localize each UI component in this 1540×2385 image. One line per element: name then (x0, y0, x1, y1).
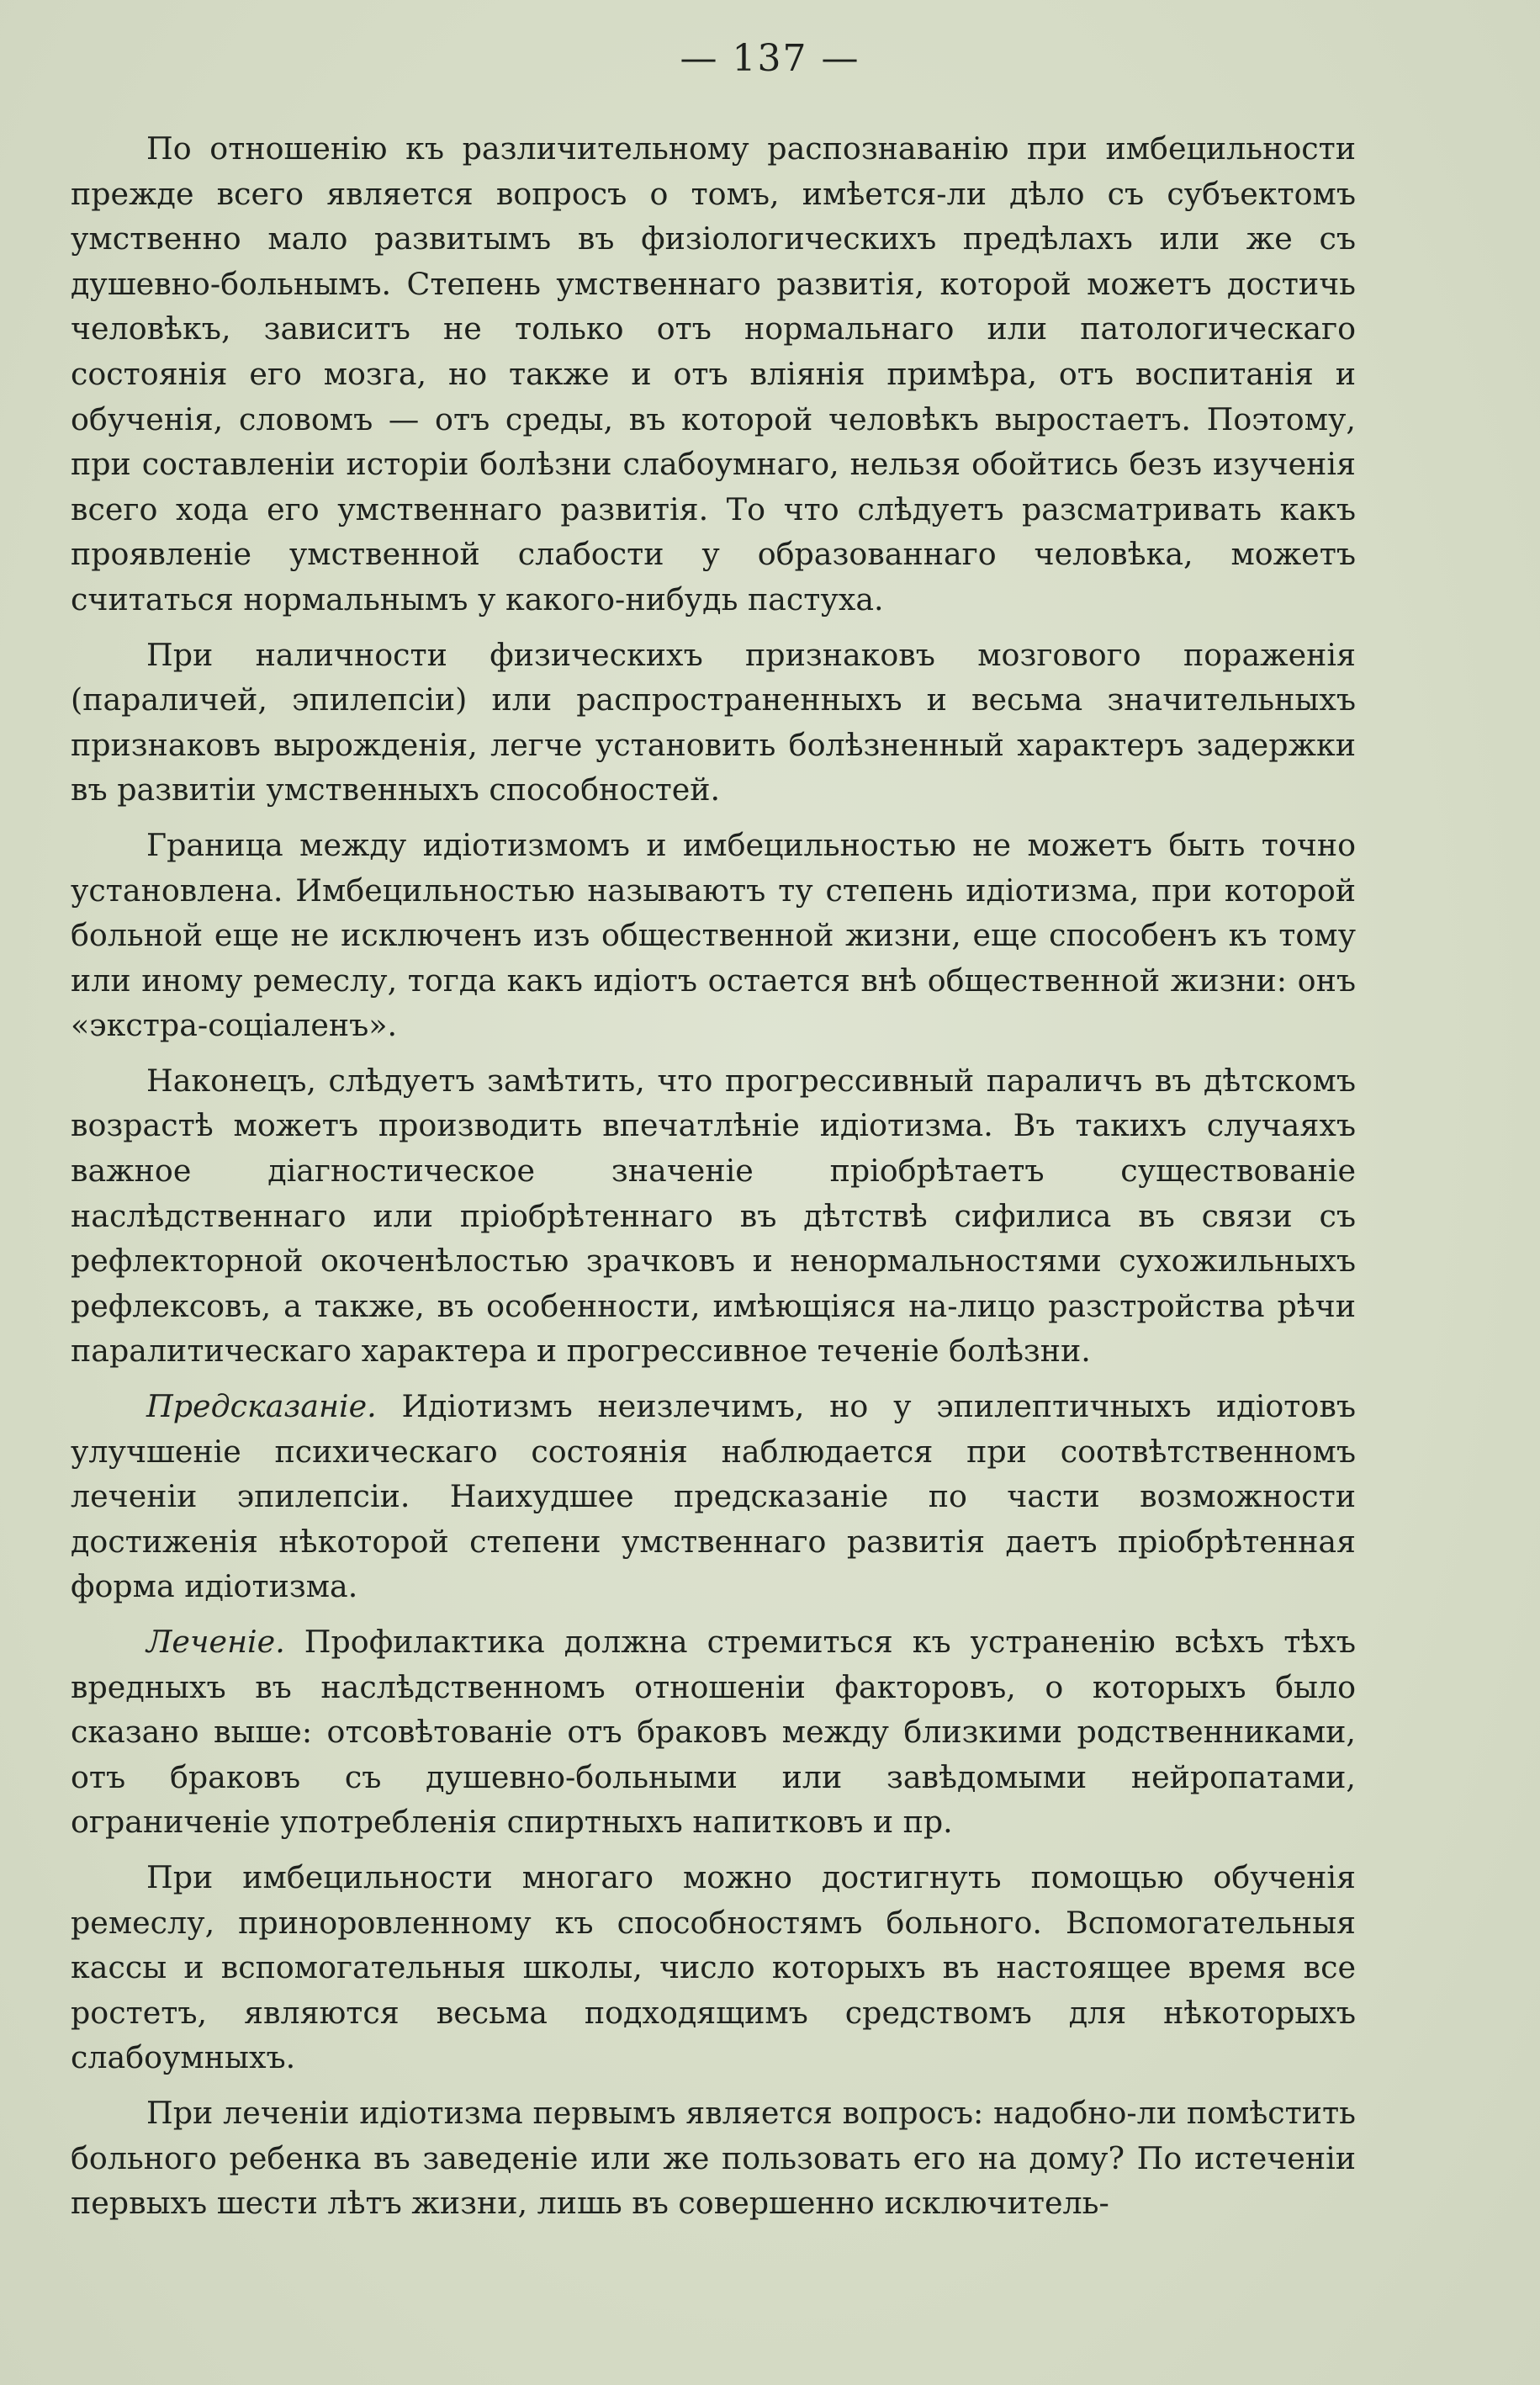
body-text (71, 126, 1356, 2236)
paragraph-idiocy-treatment (71, 2091, 1356, 2226)
paragraph-text: Идіотизмъ неизлечимъ, но у эпилептичныхъ идіотовъ улучшеніе психическаго состоянія наблюдается при соотвѣтственномъ леченіи эпилепсіи. Наихудшее предсказаніе по части возможности достиженія нѣкоторой степени умственнаго развитія даетъ пріобрѣтенная форма идіотизма. (71, 1388, 1356, 1605)
paragraph-progressive-paralysis (71, 1058, 1356, 1374)
paragraph-physical-signs (71, 633, 1356, 813)
paragraph-boundary (71, 823, 1356, 1048)
paragraph-differential-diagnosis (71, 126, 1356, 623)
section-heading-prognosis: Предсказаніе. (146, 1388, 377, 1425)
paragraph-text: Профилактика должна стремиться къ устраненію всѣхъ тѣхъ вредныхъ въ наслѣдственномъ отношеніи факторовъ, о которыхъ было сказано выше: отсовѣтованіе отъ браковъ между близкими родственниками, отъ браковъ съ душевно-больными или завѣдомыми нейропатами, ограниченіе употребленія спиртныхъ напитковъ и пр. (71, 1624, 1356, 1841)
paragraph-text: При леченіи идіотизма первымъ является вопросъ: надобно-ли помѣстить больного ребенка въ заведеніе или же пользовать его на дому? По истеченіи первыхъ шести лѣтъ жизни, лишь въ совершенно исключитель- (71, 2094, 1356, 2222)
paragraph-text: Наконецъ, слѣдуетъ замѣтить, что прогрессивный параличъ въ дѣтскомъ возрастѣ можетъ производить впечатлѣніе идіотизма. Въ такихъ случаяхъ важное діагностическое значеніе пріобрѣтаетъ существованіе наслѣдственнаго или пріобрѣтеннаго въ дѣтствѣ сифилиса въ связи съ рефлекторной окоченѣлостью зрачковъ и ненормальностями сухожильныхъ рефлексовъ, а также, въ особенности, имѣющіяся на-лицо разстройства рѣчи паралитическаго характера и прогрессивное теченіе болѣзни. (71, 1062, 1356, 1370)
paragraph-text: При наличности физическихъ признаковъ мозгового пораженія (параличей, эпилепсіи) или распространенныхъ и весьма значительныхъ признаковъ вырожденія, легче установить болѣзненный характеръ задержки въ развитіи умственныхъ способностей. (71, 636, 1356, 808)
paragraph-imbecility-education (71, 1855, 1356, 2080)
paragraph-text: Граница между идіотизмомъ и имбецильностью не можетъ быть точно установлена. Имбецильностью называютъ ту степень идіотизма, при которой больной еще не исключенъ изъ общественной жизни, еще способенъ къ тому или иному ремеслу, тогда какъ идіотъ остается внѣ общественной жизни: онъ «экстра-соціаленъ». (71, 826, 1356, 1044)
paragraph-text: По отношенію къ различительному распознаванію при имбецильности прежде всего является вопросъ о томъ, имѣется-ли дѣло съ субъектомъ умственно мало развитымъ въ физіологическихъ предѣлахъ или же съ душевно-больнымъ. Степень умственнаго развитія, которой можетъ достичь человѣкъ, зависитъ не только отъ нормальнаго или патологическаго состоянія его мозга, но также и отъ вліянія примѣра, отъ воспитанія и обученія, словомъ — отъ среды, въ которой человѣкъ выростаетъ. Поэтому, при составленіи исторіи болѣзни слабоумнаго, нельзя обойтись безъ изученія всего хода его умственнаго развитія. То что слѣдуетъ разсматривать какъ проявленіе умственной слабости у образованнаго человѣка, можетъ считаться нормальнымъ у какого-нибудь пастуха. (71, 130, 1356, 617)
page-number: — 137 — (680, 37, 860, 80)
paragraph-prognosis (71, 1384, 1356, 1609)
section-heading-treatment: Леченіе. (146, 1624, 285, 1660)
paragraph-text: При имбецильности многаго можно достигнуть помощью обученія ремеслу, приноровленному къ способностямъ больного. Вспомогательныя кассы и вспомогательныя школы, число которыхъ въ настоящее время все ростетъ, являются весьма подходящимъ средствомъ для нѣкоторыхъ слабоумныхъ. (71, 1858, 1356, 2076)
paragraph-treatment (71, 1619, 1356, 1845)
